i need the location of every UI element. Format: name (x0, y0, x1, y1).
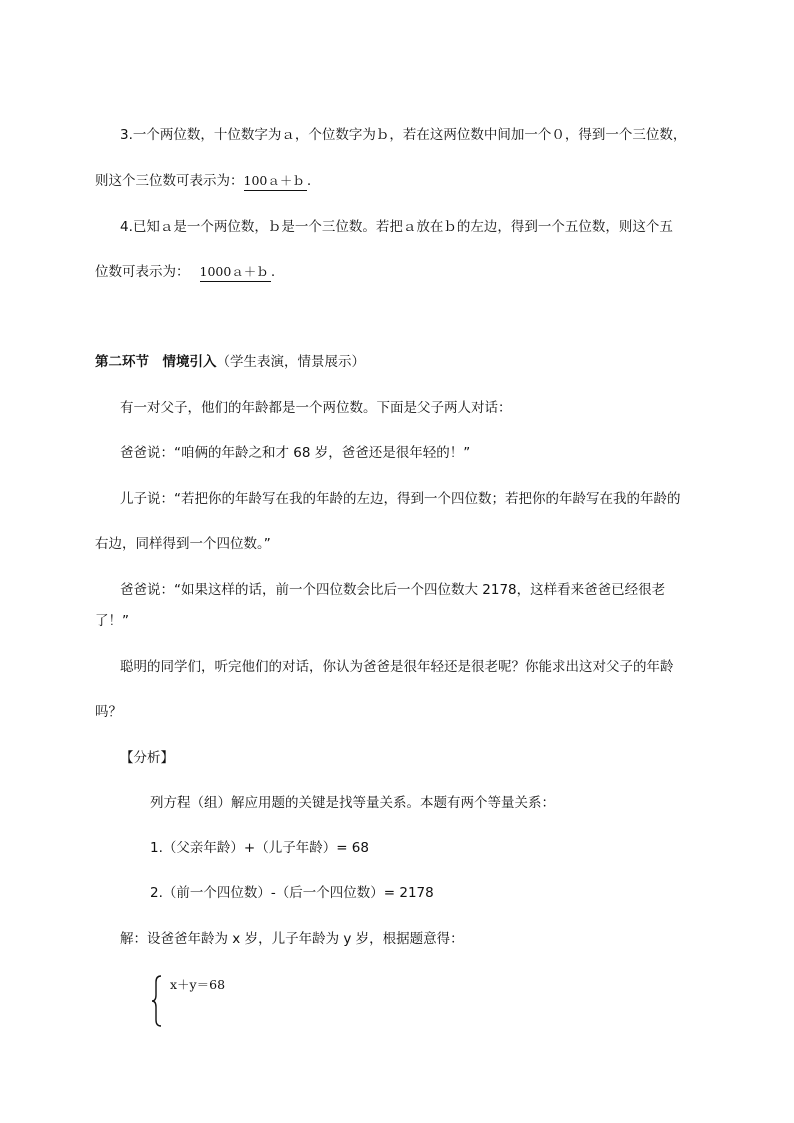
item3-line2 (95, 172, 311, 191)
analysis-desc: 列方程（组）解应用题的关键是找等量关系。本题有两个等量关系： (150, 795, 555, 811)
item4-line2 (95, 263, 275, 282)
item4-line1: 4.已知ａ是一个两位数，ｂ是一个三位数。若把ａ放在ｂ的左边，得到一个五位数，则这个五 (120, 219, 673, 235)
solution-setup: 解：设爸爸年龄为 x 岁，儿子年龄为 y 岁，根据题意得： (120, 931, 464, 947)
analysis-title: 【分析】 (120, 750, 174, 766)
son-quote-line2: 右边，同样得到一个四位数。” (95, 536, 271, 552)
section2-heading: 第二环节 情境引入 (95, 354, 217, 370)
son-quote-line1: 儿子说：“若把你的年龄写在我的年龄的左边，得到一个四位数；若把你的年龄写在我的年龄的 (120, 491, 681, 507)
section2-title (95, 353, 365, 371)
item3-suffix: . (306, 173, 312, 189)
equation-1: x＋y＝68 (170, 977, 226, 992)
section2-subheading: （学生表演，情景展示） (216, 354, 365, 370)
equation-system-brace (150, 975, 164, 1027)
item3-answer: 100ａ＋ｂ (244, 172, 307, 191)
dad-quote-2-line2: 了！” (95, 613, 129, 629)
dad-quote-2-line1: 爸爸说：“如果这样的话，前一个四位数会比后一个四位数大 2178，这样看来爸爸已经很老 (120, 582, 666, 598)
relation-2: 2.（前一个四位数）-（后一个四位数）= 2178 (150, 885, 434, 901)
item4-prefix: 位数可表示为： (95, 264, 190, 280)
story-intro: 有一对父子，他们的年龄都是一个两位数。下面是父子两人对话： (120, 400, 512, 416)
item4-suffix: . (270, 264, 276, 280)
dad-quote-1: 爸爸说：“咱俩的年龄之和才 68 岁，爸爸还是很年轻的！” (120, 445, 471, 461)
item4-answer: 1000ａ＋ｂ (200, 263, 271, 282)
item3-prefix: 则这个三位数可表示为： (95, 173, 244, 189)
question-line1: 聪明的同学们，听完他们的对话，你认为爸爸是很年轻还是很老呢？你能求出这对父子的年龄 (120, 659, 674, 675)
item3-line1: 3.一个两位数，十位数字为ａ，个位数字为ｂ，若在这两位数中间加一个０，得到一个三位数， (120, 127, 687, 143)
relation-1: 1.（父亲年龄）+（儿子年龄）= 68 (150, 840, 369, 856)
question-line2: 吗？ (95, 704, 122, 720)
